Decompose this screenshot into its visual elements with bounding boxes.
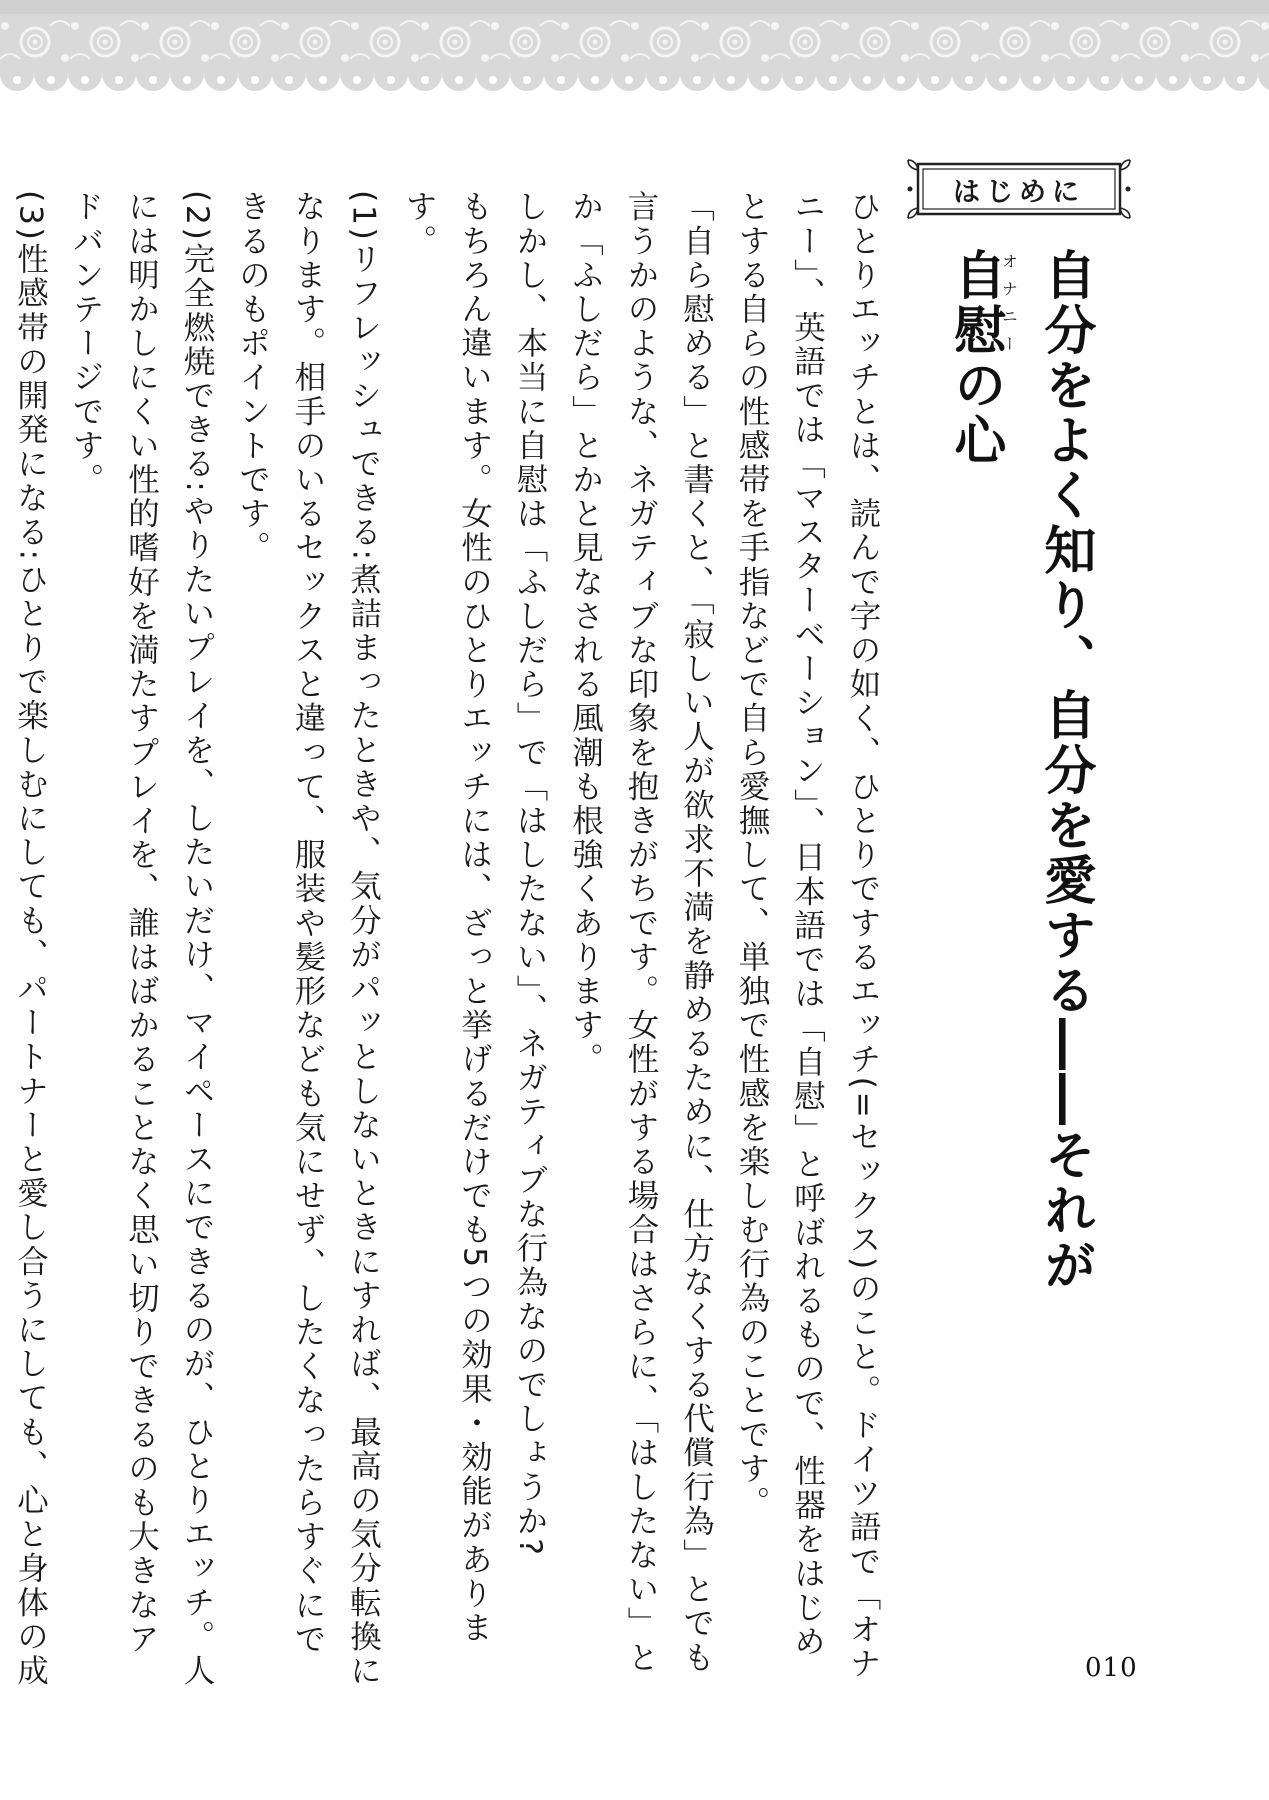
paragraph-4: もちろん違います。女性のひとりエッチには、ざっと挙げるだけでも5つの効果・効能があります。 xyxy=(401,190,493,1645)
title-main: 自分をよく知り、自分を愛する――それが xyxy=(1034,248,1095,1293)
paragraph-6: (2)完全燃焼できる:やりたいプレイを、したいだけ、マイペースにできるのが、ひとりエッチ。人には明かしにくい性的嗜好を満たすプレイを、誰はばかることなく思い切りできるのも大きなアドバンテージです。 xyxy=(68,190,215,1688)
title-end: の心 xyxy=(944,358,1005,468)
paragraph-3: しかし、本当に自慰は「ふしだら」で「はしたない」、ネガティブな行為なのでしょうか? xyxy=(512,190,548,1558)
title-ruby-reading: オナニー xyxy=(999,248,1019,358)
top-border-band xyxy=(0,0,1269,14)
lace-ornament-border xyxy=(0,14,1269,104)
page-number: 010 xyxy=(1085,1653,1138,1683)
section-label: はじめに xyxy=(953,176,1085,208)
paragraph-7: (3)性感帯の開発になる:ひとりで楽しむにしても、パートナーと愛し合うにしても、心と身体の成 xyxy=(12,190,49,1688)
paragraph-2: 「自ら慰める」と書くと、「寂しい人が欲求不満を静めるために、仕方なくする代償行為」とでも言うかのような、ネガティブな印象を抱きがちです。女性がする場合はさらに、「はしたない」とか「ふしだら」とかと見なされる風潮も根強くあります。 xyxy=(567,190,715,1675)
section-heading-box xyxy=(906,158,1132,220)
title-ruby xyxy=(944,248,1019,358)
page-title xyxy=(944,248,1110,1308)
body-text xyxy=(12,190,890,1690)
paragraph-1: ひとりエッチとは、読んで字の如く、ひとりでするエッチ(=セックス)のこと。ドイツ語で「オナニー」、英語では「マスターベーション」、日本語では「自慰」と呼ばれるもので、性器をはじめとする自らの性感帯を手指などで自ら愛撫して、単独で性感を楽しむ行為のことです。 xyxy=(734,190,881,1681)
paragraph-5: (1)リフレッシュできる:煮詰まったときや、気分がパッとしないときにすれば、最高の気分転換になります。相手のいるセックスと違って、服装や髪形なども気にせず、したくなったらすぐにできるのもポイントです。 xyxy=(234,190,382,1688)
title-ruby-base: 自慰 xyxy=(944,248,1005,358)
